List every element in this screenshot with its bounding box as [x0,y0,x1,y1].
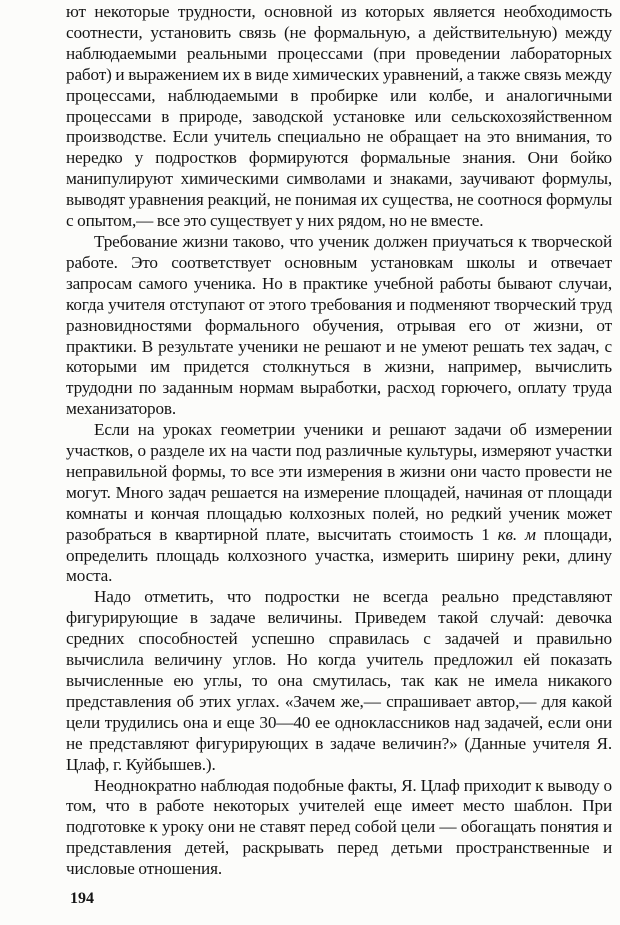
paragraph-2: Требование жизни таково, что ученик должен приучаться к творческой работе. Это соответствует основным установкам школы и отвечает запросам самого ученика. Но в практике учебной работы бывают случаи, когда учителя отступают от этого требования и подменяют творческий труд разновидностями формального обучения, отрывая его от жизни, от практики. В результате ученики не решают и не умеют решать тех задач, с которыми им придется столкнуться в жизни, например, вычислить трудодни по заданным нормам выработки, расход горючего, оплату труда механизаторов. [66,231,612,419]
paragraph-3-text-before-unit: Если на уроках геометрии ученики и решают задачи об измерении участков, о разделе их на части под различные культуры, измеряют участки неправильной формы, то все эти измерения в жизни они часто провести не могут. Много задач решается на измерение площадей, начиная от площади комнаты и кончая площадью колхозных полей, но редкий ученик может разобраться в квартирной плате, высчитать стоимость 1 [66,420,612,544]
area-unit: кв. м [497,524,536,544]
paragraph-1: ют некоторые трудности, основной из которых является необходимость соотнести, установить связь (не формальную, а действительную) между наблюдаемыми реальными процессами (при проведении лабораторных работ) и выражением их в виде химических уравнений, а также связь между процессами, наблюдаемыми в пробирке или колбе, и аналогичными процессами в природе, заводской установке или сельскохозяйственном производстве. Если учитель специально не обращает на это внимания, то нередко у подростков формируются формальные знания. Они бойко манипулируют химическими символами и знаками, заучивают формулы, выводят уравнения реакций, не понимая их существа, не соотнося формулы с опытом,— все это существует у них рядом, но не вместе. [66,2,612,231]
paragraph-3 [66,420,612,587]
body-text [66,2,612,880]
paragraph-4: Надо отметить, что подростки не всегда реально представляют фигурирующие в задаче величины. Приведем такой случай: девочка средних способностей успешно справилась с задачей и правильно вычислила величину углов. Но когда учитель предложил ей показать вычисленные ею углы, то она смутилась, так как не имела никакого представления об этих углах. «Зачем же,— спрашивает автор,— для какой цели трудились она и еще 30—40 ее одноклассников над задачей, если они не представляют фигурирующих в задаче величин?» (Данные учителя Я. Цлаф, г. Куйбышев.). [66,587,612,774]
paragraph-3-text-after-unit: площади, определить площадь колхозного участка, измерить ширину реки, длину моста. [66,524,612,586]
paragraph-5: Неоднократно наблюдая подобные факты, Я. Цлаф приходит к выводу о том, что в работе некоторых учителей еще имеет место шаблон. При подготовке к уроку они не ставят перед собой цели — обогащать понятия и представления детей, раскрывать перед детьми пространственные и числовые отношения. [66,775,612,879]
page-number: 194 [70,890,94,907]
